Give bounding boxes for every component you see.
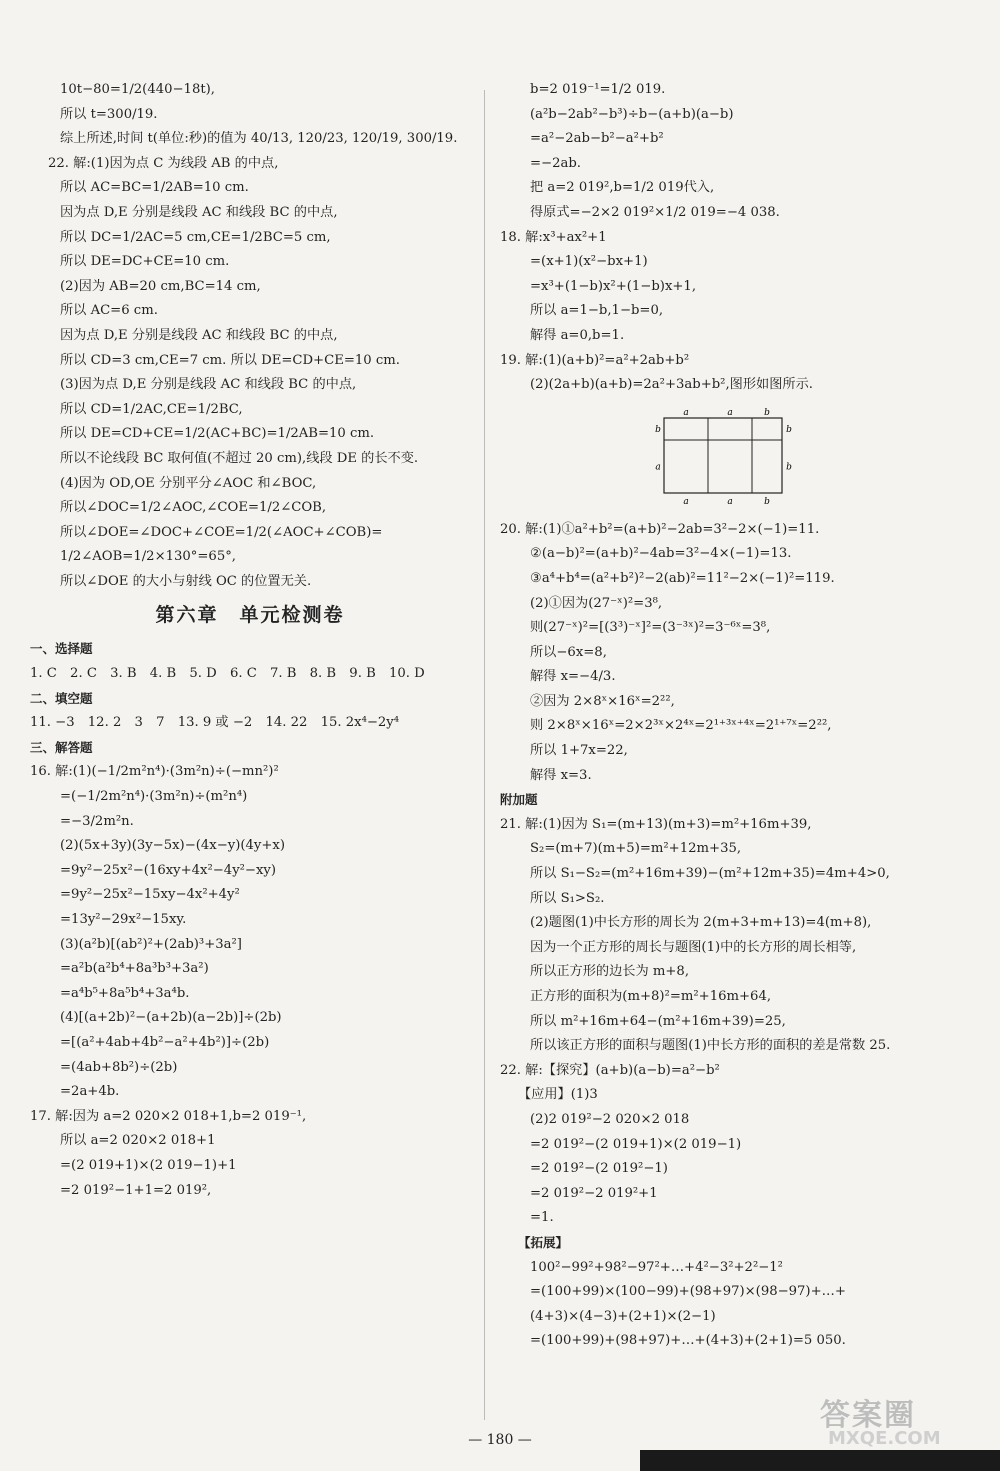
- solution-line: =9y²−25x²−15xy−4x²+4y²: [60, 887, 240, 903]
- section-heading: 一、选择题: [30, 641, 93, 657]
- page-number: — 180 —: [468, 1432, 532, 1448]
- solution-line: =(100+99)+(98+97)+…+(4+3)+(2+1)=5 050.: [530, 1333, 846, 1349]
- solution-line: 综上所述,时间 t(单位:秒)的值为 40/13, 120/23, 120/19, 300/19.: [60, 131, 458, 147]
- solution-line: S₂=(m+7)(m+5)=m²+12m+35,: [530, 841, 742, 857]
- figure-right-label: b: [786, 462, 792, 473]
- solution-line: (2)2 019²−2 020×2 018: [530, 1111, 690, 1127]
- solution-line: 17. 解:因为 a=2 020×2 018+1,b=2 019⁻¹,: [30, 1108, 307, 1124]
- right-column: [500, 78, 975, 1354]
- figure-container: [650, 406, 975, 510]
- solution-line: (3)(a²b)[(ab²)²+(2ab)³+3a²]: [60, 936, 242, 952]
- solution-line: 所以 a=2 020×2 018+1: [60, 1133, 216, 1149]
- solution-line: ②(a−b)²=(a+b)²−4ab=3²−4×(−1)=13.: [530, 546, 792, 562]
- solution-line: =[(a²+4ab+4b²−a²+4b²)]÷(2b): [60, 1034, 270, 1050]
- chapter-title: 第六章 单元检测卷: [155, 604, 345, 627]
- solution-line: 19. 解:(1)(a+b)²=a²+2ab+b²: [500, 352, 690, 368]
- solution-line: 10t−80=1/2(440−18t),: [60, 82, 215, 97]
- solution-line: 所以∠DOE=∠DOC+∠COE=1/2(∠AOC+∠COB)=: [60, 524, 383, 540]
- solution-line: (2)(2a+b)(a+b)=2a²+3ab+b²,图形如图所示.: [530, 377, 813, 393]
- solution-line: 所以∠DOC=1/2∠AOC,∠COE=1/2∠COB,: [60, 500, 327, 516]
- solution-line: (2)①因为(27⁻ˣ)²=3⁸,: [530, 595, 663, 611]
- watermark-url: MXQE.COM: [828, 1428, 941, 1449]
- figure-right-label: b: [786, 424, 792, 435]
- figure-top-label: a: [727, 407, 733, 418]
- solution-line: 解得 x=3.: [530, 767, 592, 783]
- solution-line: (3)因为点 D,E 分别是线段 AC 和线段 BC 的中点,: [60, 377, 357, 393]
- solution-line: 21. 解:(1)因为 S₁=(m+13)(m+3)=m²+16m+39,: [500, 816, 812, 832]
- solution-line: 所以 AC=BC=1/2AB=10 cm.: [60, 180, 249, 196]
- solution-line: 所以不论线段 BC 取何值(不超过 20 cm),线段 DE 的长不变.: [60, 450, 419, 466]
- solution-line: (2)(5x+3y)(3y−5x)−(4x−y)(4y+x): [60, 838, 285, 854]
- figure-top-label: b: [764, 407, 770, 418]
- solution-line: =a²b(a²b⁴+8a³b³+3a²): [60, 961, 209, 977]
- solution-line: 正方形的面积为(m+8)²=m²+16m+64,: [530, 989, 772, 1004]
- solution-line: 16. 解:(1)(−1/2m²n⁴)·(3m²n)÷(−mn²)²: [30, 764, 279, 780]
- solution-line: 18. 解:x³+ax²+1: [500, 229, 607, 245]
- solution-line: (4+3)×(4−3)+(2+1)×(2−1): [530, 1308, 716, 1324]
- solution-line: 1/2∠AOB=1/2×130°=65°,: [60, 549, 237, 565]
- solution-line: 所以 DE=CD+CE=1/2(AC+BC)=1/2AB=10 cm.: [60, 426, 375, 442]
- solution-line: 所以 DE=DC+CE=10 cm.: [60, 254, 230, 270]
- section-heading: 附加题: [500, 792, 538, 808]
- solution-line: =1.: [530, 1210, 554, 1226]
- solution-line: (4)因为 OD,OE 分别平分∠AOC 和∠BOC,: [60, 475, 317, 491]
- figure-bottom-label: a: [727, 496, 733, 506]
- figure-left-label: a: [655, 462, 661, 473]
- solution-line: 得原式=−2×2 019²×1/2 019=−4 038.: [530, 204, 780, 220]
- solution-line: (2)题图(1)中长方形的周长为 2(m+3+m+13)=4(m+8),: [530, 915, 872, 931]
- section-heading: 三、解答题: [30, 739, 93, 755]
- figure-bottom-label: a: [683, 496, 689, 506]
- solution-line: 所以 CD=1/2AC,CE=1/2BC,: [60, 401, 243, 417]
- solution-line: =9y²−25x²−(16xy+4x²−4y²−xy): [60, 862, 277, 878]
- solution-line: ②因为 2×8ˣ×16ˣ=2²²,: [530, 693, 675, 709]
- solution-line: 所以 t=300/19.: [60, 106, 158, 122]
- solution-line: 把 a=2 019²,b=1/2 019代入,: [530, 180, 715, 196]
- solution-line: =(100+99)×(100−99)+(98+97)×(98−97)+…+: [530, 1284, 846, 1300]
- solution-line: =2 019²−(2 019²−1): [530, 1161, 668, 1177]
- solution-line: =−3/2m²n.: [60, 813, 134, 829]
- solution-line: =(x+1)(x²−bx+1): [530, 254, 648, 270]
- section-heading: 二、填空题: [30, 690, 93, 706]
- solution-line: (2)因为 AB=20 cm,BC=14 cm,: [60, 278, 261, 294]
- solution-line: 因为点 D,E 分别是线段 AC 和线段 BC 的中点,: [60, 204, 338, 220]
- column-divider: [484, 90, 485, 1420]
- solution-line: 所以正方形的边长为 m+8,: [530, 964, 690, 980]
- solution-line: 所以 S₁−S₂=(m²+16m+39)−(m²+12m+35)=4m+4>0,: [530, 866, 890, 882]
- solution-line: =(2 019+1)×(2 019−1)+1: [60, 1157, 237, 1173]
- solution-line: 20. 解:(1)①a²+b²=(a+b)²−2ab=3²−2×(−1)=11.: [500, 521, 820, 537]
- solution-line: =2a+4b.: [60, 1084, 120, 1100]
- solution-line: =2 019²−2 019²+1: [530, 1185, 658, 1201]
- solution-line: (4)[(a+2b)²−(a+2b)(a−2b)]÷(2b): [60, 1010, 282, 1026]
- figure-bottom-label: b: [764, 496, 770, 506]
- bottom-black-bar: [640, 1450, 1000, 1471]
- solution-line: (a²b−2ab²−b³)÷b−(a+b)(a−b): [530, 106, 734, 122]
- solution-line: 因为点 D,E 分别是线段 AC 和线段 BC 的中点,: [60, 327, 338, 343]
- solution-line: 100²−99²+98²−97²+…+4²−3²+2²−1²: [530, 1259, 783, 1275]
- solution-line: 则 2×8ˣ×16ˣ=2×2³ˣ×2⁴ˣ=2¹⁺³ˣ⁺⁴ˣ=2¹⁺⁷ˣ=2²²,: [530, 718, 832, 734]
- figure-top-label: a: [683, 407, 689, 418]
- solution-line: 22. 解:(1)因为点 C 为线段 AB 的中点,: [48, 155, 279, 171]
- solution-line: =x³+(1−b)x²+(1−b)x+1,: [530, 278, 697, 294]
- solution-line: b=2 019⁻¹=1/2 019.: [530, 82, 666, 97]
- solution-line: 所以 CD=3 cm,CE=7 cm. 所以 DE=CD+CE=10 cm.: [60, 352, 400, 368]
- solution-line: =2 019²−1+1=2 019²,: [60, 1182, 212, 1198]
- solution-line: 11. −3 12. 2 3 7 13. 9 或 −2 14. 22 15. 2x⁴−2y⁴: [30, 715, 400, 731]
- section-heading: 【拓展】: [518, 1234, 569, 1250]
- watermark-logo: 答案圈: [820, 1398, 916, 1433]
- solution-line: 解得 a=0,b=1.: [530, 327, 625, 343]
- figure-left-label: b: [655, 424, 661, 435]
- solution-line: 所以 m²+16m+64−(m²+16m+39)=25,: [530, 1013, 786, 1029]
- solution-line: 所以−6x=8,: [530, 644, 607, 660]
- solution-line: 所以 DC=1/2AC=5 cm,CE=1/2BC=5 cm,: [60, 229, 331, 245]
- solution-line: 则(27⁻ˣ)²=[(3³)⁻ˣ]²=(3⁻³ˣ)²=3⁻⁶ˣ=3⁸,: [530, 620, 771, 636]
- left-column: [30, 78, 470, 1203]
- solution-line: 因为一个正方形的周长与题图(1)中的长方形的周长相等,: [530, 939, 857, 955]
- solution-line: =(4ab+8b²)÷(2b): [60, 1059, 178, 1075]
- solution-line: 所以 1+7x=22,: [530, 743, 628, 759]
- solution-line: 【应用】(1)3: [518, 1087, 598, 1103]
- solution-line: =13y²−29x²−15xy.: [60, 912, 187, 927]
- solution-line: 所以∠DOE 的大小与射线 OC 的位置无关.: [60, 573, 312, 589]
- solution-line: 所以 S₁>S₂.: [530, 890, 605, 906]
- solution-line: =−2ab.: [530, 155, 581, 171]
- solution-line: =(−1/2m²n⁴)·(3m²n)÷(m²n⁴): [60, 789, 248, 805]
- solution-line: 所以 AC=6 cm.: [60, 303, 158, 319]
- solution-line: 所以该正方形的面积与题图(1)中长方形的面积的差是常数 25.: [530, 1038, 891, 1054]
- solution-line: ③a⁴+b⁴=(a²+b²)²−2(ab)²=11²−2×(−1)²=119.: [530, 570, 835, 586]
- solution-line: =a⁴b⁵+8a⁵b⁴+3a⁴b.: [60, 985, 190, 1001]
- solution-line: 22. 解:【探究】(a+b)(a−b)=a²−b²: [500, 1062, 720, 1078]
- solution-line: =2 019²−(2 019+1)×(2 019−1): [530, 1136, 742, 1152]
- solution-line: 所以 a=1−b,1−b=0,: [530, 303, 664, 319]
- figure-outer-rect: [664, 418, 782, 493]
- rectangle-figure: [650, 406, 810, 506]
- solution-line: =a²−2ab−b²−a²+b²: [530, 131, 664, 147]
- solution-line: 1. C 2. C 3. B 4. B 5. D 6. C 7. B 8. B 9. B 10. D: [30, 666, 425, 682]
- solution-line: 解得 x=−4/3.: [530, 669, 616, 685]
